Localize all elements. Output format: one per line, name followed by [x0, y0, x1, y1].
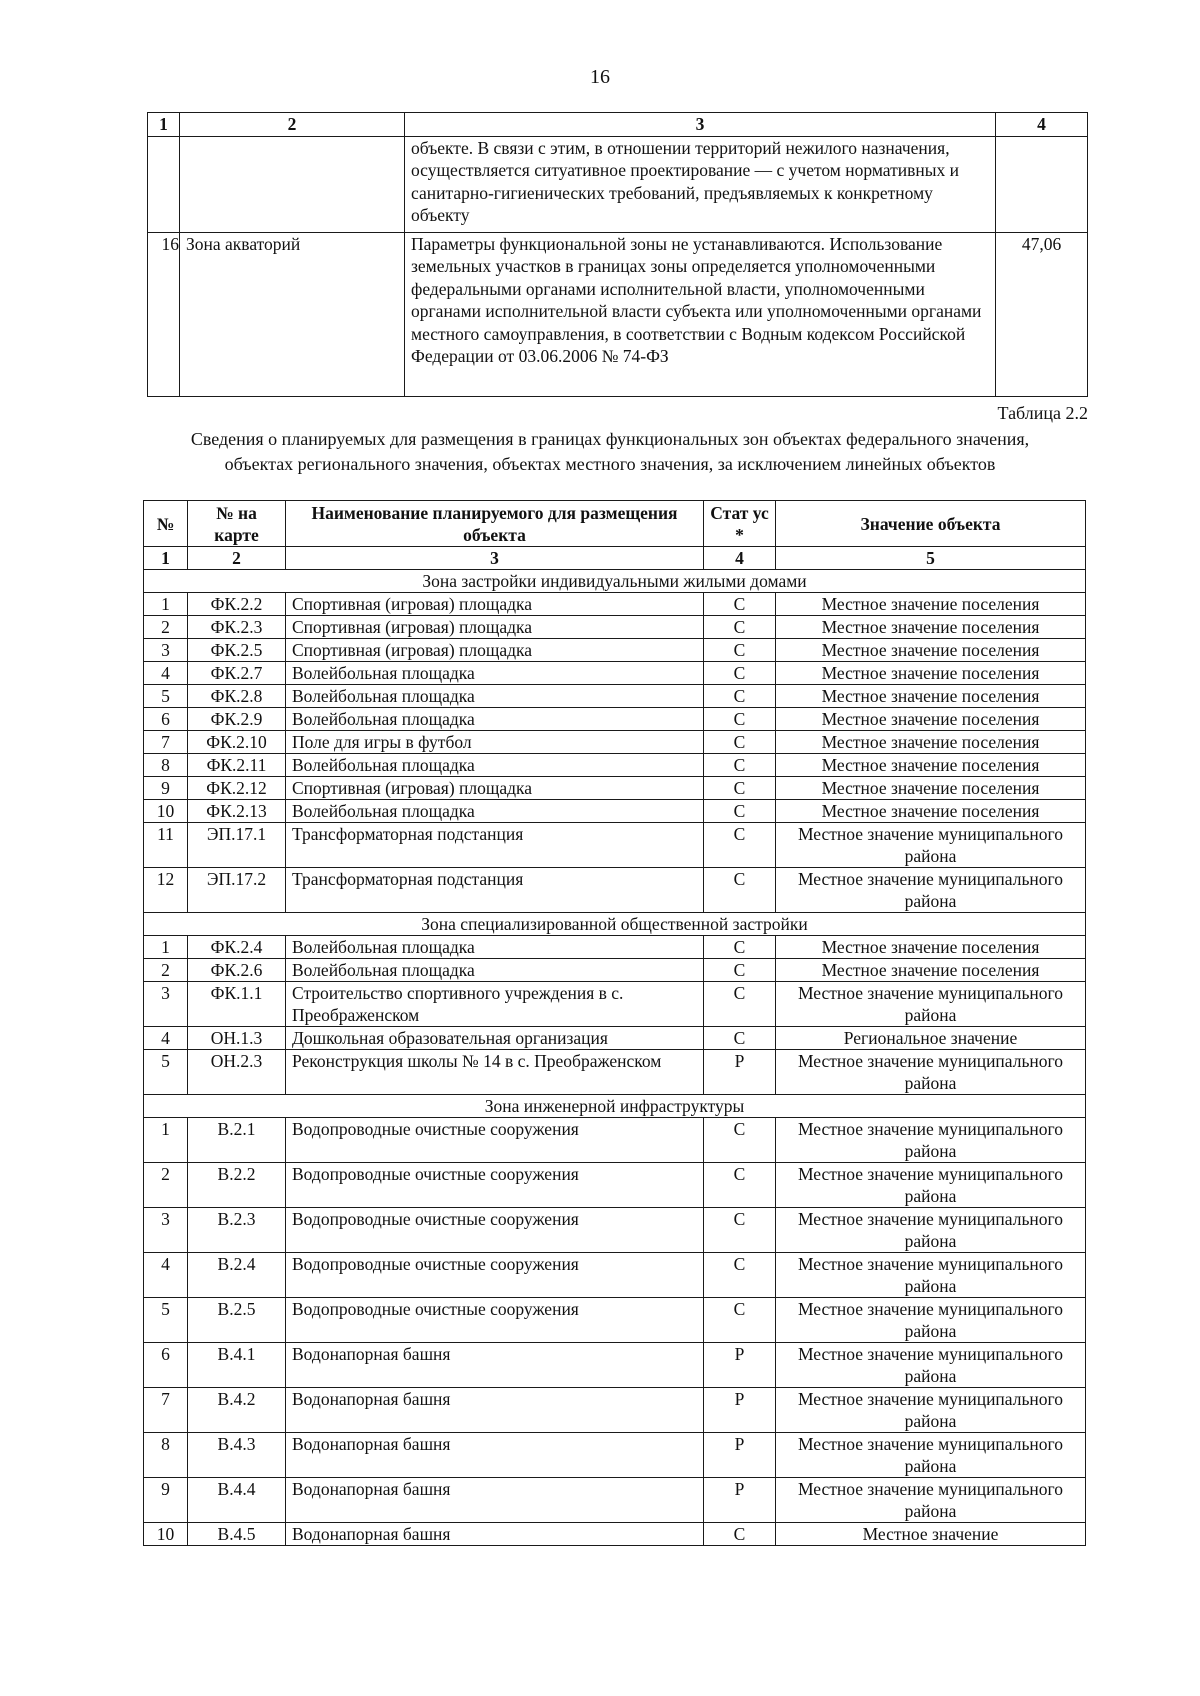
- row-map-number: В.4.5: [188, 1523, 286, 1546]
- row-number: 9: [144, 777, 188, 800]
- row-map-number: ФК.2.8: [188, 685, 286, 708]
- table2-colnum: 2: [188, 547, 286, 570]
- row-map-number: ОН.2.3: [188, 1050, 286, 1095]
- row-map-number: В.4.4: [188, 1478, 286, 1523]
- table-row: [144, 1523, 1086, 1546]
- row-object-name: Волейбольная площадка: [286, 959, 704, 982]
- table-caption-label: Таблица 2.2: [997, 403, 1088, 423]
- row-number: 10: [144, 800, 188, 823]
- row-object-value: Местное значение: [776, 1523, 1086, 1546]
- row-status: С: [704, 593, 776, 616]
- row-map-number: В.2.2: [188, 1163, 286, 1208]
- row-map-number: ФК.2.2: [188, 593, 286, 616]
- table2-colnum: 4: [704, 547, 776, 570]
- table-row: [144, 1388, 1086, 1433]
- row-object-name: Строительство спортивного учреждения в с. Преображенском: [286, 982, 704, 1027]
- table-row: [144, 777, 1086, 800]
- table-row: [144, 1163, 1086, 1208]
- row-map-number: В.2.5: [188, 1298, 286, 1343]
- row-status: С: [704, 1253, 776, 1298]
- table-zones-continued: [147, 112, 1088, 397]
- row-number: 5: [144, 1050, 188, 1095]
- row-status: С: [704, 1298, 776, 1343]
- row-number: 8: [144, 1433, 188, 1478]
- row-number: 2: [144, 616, 188, 639]
- header-object-name: Наименование планируемого для размещения объекта: [286, 501, 704, 547]
- zone-header-row: [144, 913, 1086, 936]
- row-object-name: Водопроводные очистные сооружения: [286, 1118, 704, 1163]
- table-row: [144, 1050, 1086, 1095]
- row-map-number: В.2.3: [188, 1208, 286, 1253]
- row-number: 5: [144, 1298, 188, 1343]
- row-status: С: [704, 1208, 776, 1253]
- row-number: 2: [144, 1163, 188, 1208]
- row-status: С: [704, 1163, 776, 1208]
- table-row: [144, 1208, 1086, 1253]
- row-object-value: Местное значение поселения: [776, 708, 1086, 731]
- header-status: Стат ус *: [704, 501, 776, 547]
- row-number: 3: [144, 1208, 188, 1253]
- table1-zone-params: Параметры функциональной зоны не устанавливаются. Использование земельных участков в границах зоны определяется уполномоченными федеральными органами исполнительной власти, уполномоченными органами исполнительной власти субъекта или уполномоченными органами местного самоуправления, в соответствии с Водным кодексом Российской Федерации от 03.06.2006 № 74-ФЗ: [405, 232, 996, 396]
- table1-row-16: [148, 232, 1088, 396]
- row-object-value: Местное значение поселения: [776, 731, 1086, 754]
- table-row: [144, 593, 1086, 616]
- row-map-number: В.4.2: [188, 1388, 286, 1433]
- zone-header-row: [144, 570, 1086, 593]
- row-object-value: Местное значение муниципального района: [776, 1163, 1086, 1208]
- row-number: 6: [144, 1343, 188, 1388]
- row-object-value: Местное значение поселения: [776, 685, 1086, 708]
- table1-cell: [148, 136, 180, 232]
- row-number: 10: [144, 1523, 188, 1546]
- row-object-name: Волейбольная площадка: [286, 936, 704, 959]
- row-status: С: [704, 959, 776, 982]
- row-status: С: [704, 708, 776, 731]
- row-status: Р: [704, 1478, 776, 1523]
- row-map-number: ФК.2.3: [188, 616, 286, 639]
- table-row: [144, 959, 1086, 982]
- row-object-name: Спортивная (игровая) площадка: [286, 593, 704, 616]
- row-object-value: Местное значение муниципального района: [776, 823, 1086, 868]
- row-number: 5: [144, 685, 188, 708]
- table-row: [144, 1027, 1086, 1050]
- table-row: [144, 731, 1086, 754]
- row-object-value: Региональное значение: [776, 1027, 1086, 1050]
- table-planned-objects: [143, 500, 1086, 1546]
- row-number: 4: [144, 1253, 188, 1298]
- zone-title: Зона застройки индивидуальными жилыми домами: [144, 570, 1086, 593]
- table-row: [144, 639, 1086, 662]
- row-number: 1: [144, 593, 188, 616]
- table2-colnum: 3: [286, 547, 704, 570]
- row-map-number: ФК.1.1: [188, 982, 286, 1027]
- row-map-number: В.2.1: [188, 1118, 286, 1163]
- row-object-value: Местное значение поселения: [776, 639, 1086, 662]
- table-row: [144, 936, 1086, 959]
- table1-colnum: 3: [405, 113, 996, 137]
- row-status: Р: [704, 1050, 776, 1095]
- row-map-number: ФК.2.5: [188, 639, 286, 662]
- row-object-name: Водонапорная башня: [286, 1343, 704, 1388]
- table-row: [144, 823, 1086, 868]
- row-object-name: Волейбольная площадка: [286, 685, 704, 708]
- row-object-name: Водопроводные очистные сооружения: [286, 1163, 704, 1208]
- row-object-value: Местное значение муниципального района: [776, 1253, 1086, 1298]
- table1-continuation-text: объекте. В связи с этим, в отношении территорий нежилого назначения, осуществляется ситуативное проектирование — с учетом нормативных и санитарно-гигиенических требований, предъявляемых к конкретному объекту: [405, 136, 996, 232]
- row-object-name: Водонапорная башня: [286, 1478, 704, 1523]
- row-number: 3: [144, 639, 188, 662]
- table2-colnum: 5: [776, 547, 1086, 570]
- table1-cell: [180, 136, 405, 232]
- table1-cell: [996, 136, 1088, 232]
- row-number: 4: [144, 662, 188, 685]
- row-number: 7: [144, 731, 188, 754]
- row-status: Р: [704, 1388, 776, 1433]
- row-object-name: Волейбольная площадка: [286, 800, 704, 823]
- table-row: [144, 800, 1086, 823]
- row-status: С: [704, 1118, 776, 1163]
- row-object-value: Местное значение муниципального района: [776, 868, 1086, 913]
- table-row: [144, 708, 1086, 731]
- row-map-number: ФК.2.10: [188, 731, 286, 754]
- row-status: С: [704, 868, 776, 913]
- table2-colnum-row: [144, 547, 1086, 570]
- row-object-value: Местное значение поселения: [776, 593, 1086, 616]
- row-object-name: Водонапорная башня: [286, 1523, 704, 1546]
- row-map-number: ЭП.17.2: [188, 868, 286, 913]
- row-number: 2: [144, 959, 188, 982]
- row-object-value: Местное значение муниципального района: [776, 1298, 1086, 1343]
- row-map-number: В.2.4: [188, 1253, 286, 1298]
- row-object-value: Местное значение муниципального района: [776, 1050, 1086, 1095]
- row-object-value: Местное значение муниципального района: [776, 982, 1086, 1027]
- row-number: 12: [144, 868, 188, 913]
- row-object-name: Реконструкция школы № 14 в с. Преображенском: [286, 1050, 704, 1095]
- row-map-number: ОН.1.3: [188, 1027, 286, 1050]
- row-object-name: Водопроводные очистные сооружения: [286, 1253, 704, 1298]
- row-object-value: Местное значение поселения: [776, 616, 1086, 639]
- row-object-value: Местное значение поселения: [776, 800, 1086, 823]
- row-map-number: ФК.2.4: [188, 936, 286, 959]
- row-status: С: [704, 1523, 776, 1546]
- table-row: [144, 1118, 1086, 1163]
- row-status: Р: [704, 1343, 776, 1388]
- header-num: №: [144, 501, 188, 547]
- row-status: С: [704, 823, 776, 868]
- row-status: С: [704, 982, 776, 1027]
- zone-title: Зона специализированной общественной застройки: [144, 913, 1086, 936]
- table1-row-num: 16: [148, 232, 180, 396]
- row-object-name: Дошкольная образовательная организация: [286, 1027, 704, 1050]
- table2-colnum: 1: [144, 547, 188, 570]
- row-object-value: Местное значение муниципального района: [776, 1208, 1086, 1253]
- row-object-name: Трансформаторная подстанция: [286, 868, 704, 913]
- table-row: [144, 616, 1086, 639]
- table-row: [144, 1298, 1086, 1343]
- table-caption-title: Сведения о планируемых для размещения в границах функциональных зон объектах федерального значения, объектах регионального значения, объектах местного значения, за исключением линейных объектов: [190, 429, 1030, 474]
- row-map-number: ФК.2.13: [188, 800, 286, 823]
- row-number: 1: [144, 936, 188, 959]
- row-map-number: ФК.2.7: [188, 662, 286, 685]
- row-object-name: Волейбольная площадка: [286, 662, 704, 685]
- row-number: 8: [144, 754, 188, 777]
- row-object-name: Волейбольная площадка: [286, 754, 704, 777]
- header-object-value: Значение объекта: [776, 501, 1086, 547]
- table-row: [144, 1343, 1086, 1388]
- row-number: 7: [144, 1388, 188, 1433]
- row-map-number: В.4.3: [188, 1433, 286, 1478]
- row-number: 9: [144, 1478, 188, 1523]
- row-object-value: Местное значение муниципального района: [776, 1343, 1086, 1388]
- row-object-value: Местное значение муниципального района: [776, 1118, 1086, 1163]
- table1-zone-area: 47,06: [996, 232, 1088, 396]
- row-object-name: Поле для игры в футбол: [286, 731, 704, 754]
- row-map-number: ФК.2.12: [188, 777, 286, 800]
- table-row: [144, 868, 1086, 913]
- row-number: 3: [144, 982, 188, 1027]
- row-object-value: Местное значение муниципального района: [776, 1478, 1086, 1523]
- row-object-name: Спортивная (игровая) площадка: [286, 639, 704, 662]
- row-map-number: ФК.2.9: [188, 708, 286, 731]
- row-status: С: [704, 777, 776, 800]
- page-number: 16: [590, 66, 610, 88]
- row-number: 11: [144, 823, 188, 868]
- row-object-value: Местное значение муниципального района: [776, 1433, 1086, 1478]
- row-status: С: [704, 662, 776, 685]
- table1-colnum: 2: [180, 113, 405, 137]
- table1-continuation-row: [148, 136, 1088, 232]
- row-map-number: ФК.2.6: [188, 959, 286, 982]
- table1-colnum: 4: [996, 113, 1088, 137]
- row-object-name: Водонапорная башня: [286, 1388, 704, 1433]
- row-number: 6: [144, 708, 188, 731]
- table2-header-row: [144, 501, 1086, 547]
- row-object-value: Местное значение поселения: [776, 959, 1086, 982]
- row-object-name: Водопроводные очистные сооружения: [286, 1208, 704, 1253]
- table-row: [144, 1433, 1086, 1478]
- table-row: [144, 662, 1086, 685]
- row-status: С: [704, 1027, 776, 1050]
- row-status: С: [704, 616, 776, 639]
- row-object-value: Местное значение поселения: [776, 936, 1086, 959]
- row-map-number: ЭП.17.1: [188, 823, 286, 868]
- row-status: С: [704, 639, 776, 662]
- row-status: С: [704, 936, 776, 959]
- row-object-name: Трансформаторная подстанция: [286, 823, 704, 868]
- row-object-value: Местное значение муниципального района: [776, 1388, 1086, 1433]
- row-map-number: ФК.2.11: [188, 754, 286, 777]
- table1-zone-name: Зона акваторий: [180, 232, 405, 396]
- zone-title: Зона инженерной инфраструктуры: [144, 1095, 1086, 1118]
- table-row: [144, 1478, 1086, 1523]
- row-object-name: Волейбольная площадка: [286, 708, 704, 731]
- row-status: С: [704, 731, 776, 754]
- row-object-value: Местное значение поселения: [776, 777, 1086, 800]
- row-object-value: Местное значение поселения: [776, 662, 1086, 685]
- row-object-name: Спортивная (игровая) площадка: [286, 616, 704, 639]
- table-row: [144, 685, 1086, 708]
- zone-header-row: [144, 1095, 1086, 1118]
- row-object-name: Водонапорная башня: [286, 1433, 704, 1478]
- row-object-name: Водопроводные очистные сооружения: [286, 1298, 704, 1343]
- table-row: [144, 982, 1086, 1027]
- row-status: С: [704, 685, 776, 708]
- table1-colnum: 1: [148, 113, 180, 137]
- row-object-name: Спортивная (игровая) площадка: [286, 777, 704, 800]
- row-status: С: [704, 754, 776, 777]
- row-map-number: В.4.1: [188, 1343, 286, 1388]
- table-row: [144, 754, 1086, 777]
- row-status: Р: [704, 1433, 776, 1478]
- header-map-number: № на карте: [188, 501, 286, 547]
- row-object-value: Местное значение поселения: [776, 754, 1086, 777]
- row-number: 1: [144, 1118, 188, 1163]
- row-status: С: [704, 800, 776, 823]
- table1-header-row: [148, 113, 1088, 137]
- table-row: [144, 1253, 1086, 1298]
- row-number: 4: [144, 1027, 188, 1050]
